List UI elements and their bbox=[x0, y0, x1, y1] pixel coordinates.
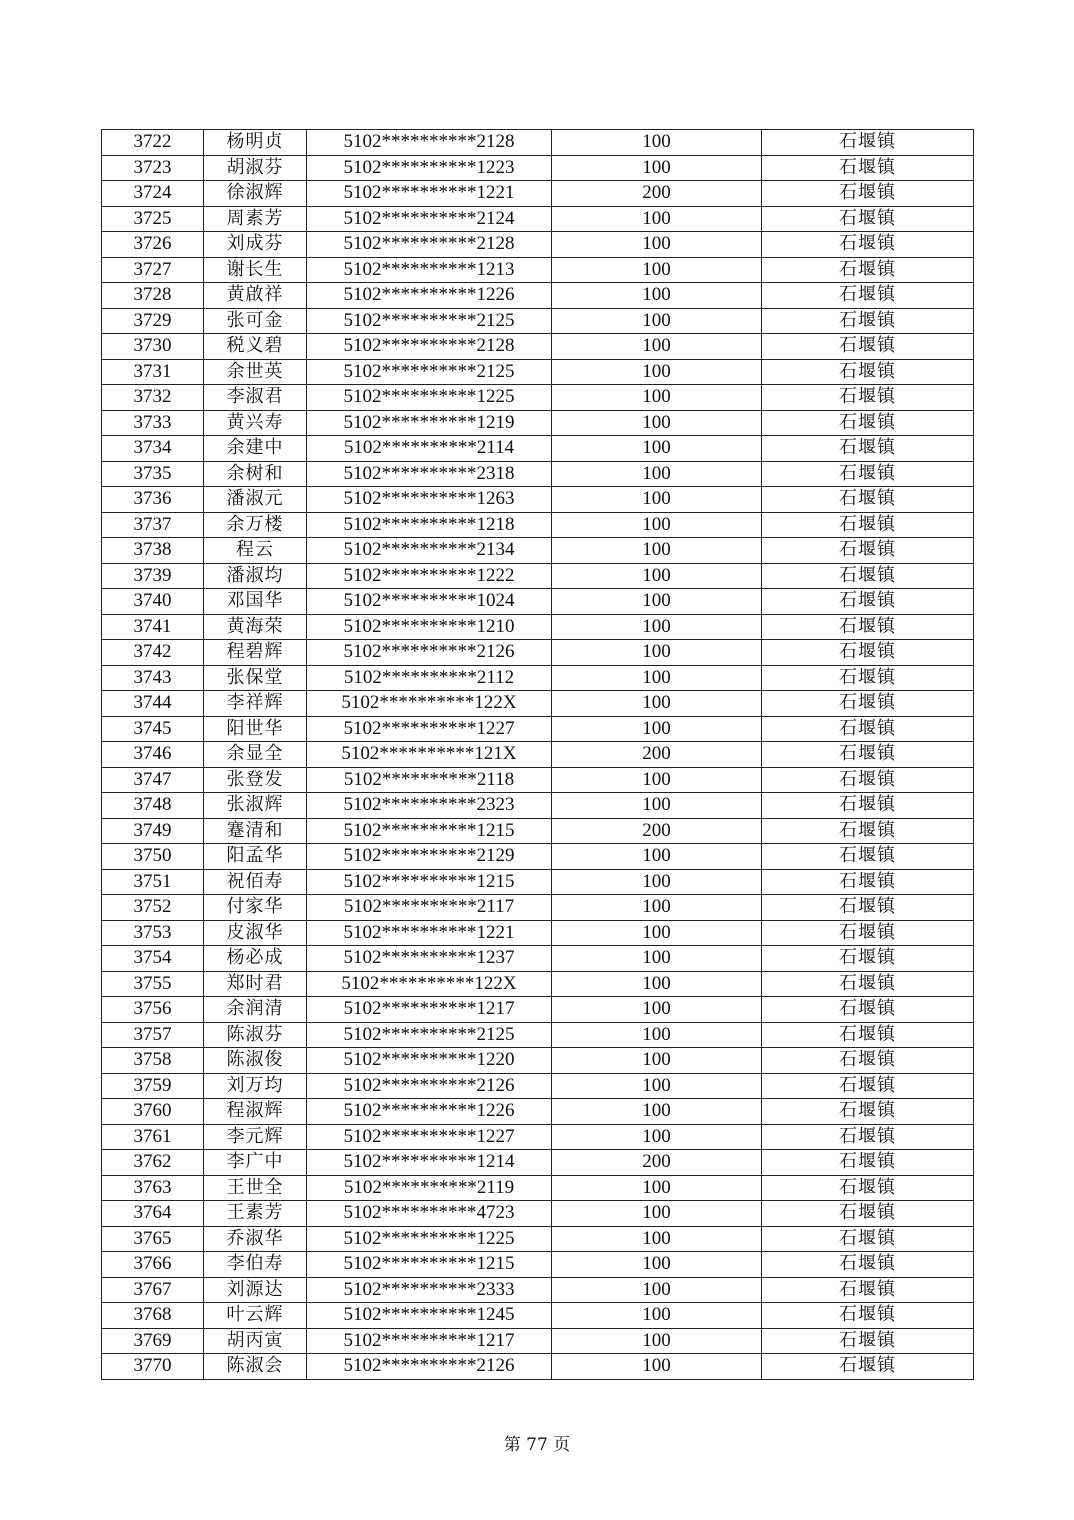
serial-number-cell: 3766 bbox=[102, 1252, 204, 1278]
table-row bbox=[102, 308, 974, 334]
table-row bbox=[102, 436, 974, 462]
table-row bbox=[102, 1277, 974, 1303]
id-number-cell: 5102**********1024 bbox=[307, 589, 552, 615]
name-cell: 郑时君 bbox=[204, 971, 307, 997]
name-cell: 余树和 bbox=[204, 461, 307, 487]
id-number-cell: 5102**********2323 bbox=[307, 793, 552, 819]
table-row bbox=[102, 155, 974, 181]
town-cell: 石堰镇 bbox=[762, 1303, 974, 1329]
amount-cell: 100 bbox=[552, 716, 762, 742]
town-cell: 石堰镇 bbox=[762, 1354, 974, 1380]
town-cell: 石堰镇 bbox=[762, 1252, 974, 1278]
amount-cell: 100 bbox=[552, 640, 762, 666]
name-cell: 潘淑元 bbox=[204, 487, 307, 513]
town-cell: 石堰镇 bbox=[762, 410, 974, 436]
serial-number-cell: 3757 bbox=[102, 1022, 204, 1048]
name-cell: 陈淑会 bbox=[204, 1354, 307, 1380]
id-number-cell: 5102**********1215 bbox=[307, 1252, 552, 1278]
town-cell: 石堰镇 bbox=[762, 1201, 974, 1227]
table-row bbox=[102, 1022, 974, 1048]
amount-cell: 200 bbox=[552, 818, 762, 844]
town-cell: 石堰镇 bbox=[762, 1150, 974, 1176]
table-row bbox=[102, 844, 974, 870]
name-cell: 祝佰寿 bbox=[204, 869, 307, 895]
name-cell: 李祥辉 bbox=[204, 691, 307, 717]
name-cell: 杨必成 bbox=[204, 946, 307, 972]
id-number-cell: 5102**********2333 bbox=[307, 1277, 552, 1303]
amount-cell: 100 bbox=[552, 206, 762, 232]
id-number-cell: 5102**********1218 bbox=[307, 512, 552, 538]
table-row bbox=[102, 665, 974, 691]
town-cell: 石堰镇 bbox=[762, 359, 974, 385]
town-cell: 石堰镇 bbox=[762, 665, 974, 691]
table-row bbox=[102, 1328, 974, 1354]
serial-number-cell: 3734 bbox=[102, 436, 204, 462]
table-row bbox=[102, 1048, 974, 1074]
id-number-cell: 5102**********1214 bbox=[307, 1150, 552, 1176]
name-cell: 周素芳 bbox=[204, 206, 307, 232]
serial-number-cell: 3763 bbox=[102, 1175, 204, 1201]
table-row bbox=[102, 538, 974, 564]
amount-cell: 100 bbox=[552, 1252, 762, 1278]
serial-number-cell: 3753 bbox=[102, 920, 204, 946]
table-row bbox=[102, 614, 974, 640]
name-cell: 李淑君 bbox=[204, 385, 307, 411]
name-cell: 黄兴寿 bbox=[204, 410, 307, 436]
amount-cell: 100 bbox=[552, 232, 762, 258]
id-number-cell: 5102**********2128 bbox=[307, 130, 552, 156]
table-row bbox=[102, 946, 974, 972]
town-cell: 石堰镇 bbox=[762, 436, 974, 462]
id-number-cell: 5102**********1215 bbox=[307, 818, 552, 844]
serial-number-cell: 3759 bbox=[102, 1073, 204, 1099]
table-row bbox=[102, 1124, 974, 1150]
town-cell: 石堰镇 bbox=[762, 1277, 974, 1303]
serial-number-cell: 3739 bbox=[102, 563, 204, 589]
serial-number-cell: 3754 bbox=[102, 946, 204, 972]
name-cell: 胡丙寅 bbox=[204, 1328, 307, 1354]
id-number-cell: 5102**********2125 bbox=[307, 308, 552, 334]
amount-cell: 100 bbox=[552, 1022, 762, 1048]
name-cell: 黄啟祥 bbox=[204, 283, 307, 309]
amount-cell: 100 bbox=[552, 691, 762, 717]
table-row bbox=[102, 1252, 974, 1278]
town-cell: 石堰镇 bbox=[762, 793, 974, 819]
amount-cell: 100 bbox=[552, 920, 762, 946]
town-cell: 石堰镇 bbox=[762, 283, 974, 309]
amount-cell: 100 bbox=[552, 1048, 762, 1074]
amount-cell: 100 bbox=[552, 1354, 762, 1380]
serial-number-cell: 3746 bbox=[102, 742, 204, 768]
amount-cell: 100 bbox=[552, 385, 762, 411]
table-row bbox=[102, 895, 974, 921]
serial-number-cell: 3767 bbox=[102, 1277, 204, 1303]
serial-number-cell: 3770 bbox=[102, 1354, 204, 1380]
town-cell: 石堰镇 bbox=[762, 742, 974, 768]
town-cell: 石堰镇 bbox=[762, 997, 974, 1023]
name-cell: 张可金 bbox=[204, 308, 307, 334]
table-row bbox=[102, 971, 974, 997]
amount-cell: 100 bbox=[552, 1277, 762, 1303]
name-cell: 余建中 bbox=[204, 436, 307, 462]
amount-cell: 200 bbox=[552, 742, 762, 768]
amount-cell: 100 bbox=[552, 308, 762, 334]
serial-number-cell: 3761 bbox=[102, 1124, 204, 1150]
table-row bbox=[102, 691, 974, 717]
town-cell: 石堰镇 bbox=[762, 1073, 974, 1099]
id-number-cell: 5102**********2126 bbox=[307, 1073, 552, 1099]
name-cell: 胡淑芬 bbox=[204, 155, 307, 181]
serial-number-cell: 3735 bbox=[102, 461, 204, 487]
name-cell: 余世英 bbox=[204, 359, 307, 385]
town-cell: 石堰镇 bbox=[762, 563, 974, 589]
amount-cell: 100 bbox=[552, 1226, 762, 1252]
serial-number-cell: 3725 bbox=[102, 206, 204, 232]
amount-cell: 100 bbox=[552, 512, 762, 538]
town-cell: 石堰镇 bbox=[762, 716, 974, 742]
town-cell: 石堰镇 bbox=[762, 895, 974, 921]
id-number-cell: 5102**********1227 bbox=[307, 1124, 552, 1150]
town-cell: 石堰镇 bbox=[762, 946, 974, 972]
amount-cell: 100 bbox=[552, 767, 762, 793]
serial-number-cell: 3729 bbox=[102, 308, 204, 334]
name-cell: 陈淑俊 bbox=[204, 1048, 307, 1074]
id-number-cell: 5102**********2128 bbox=[307, 334, 552, 360]
table-row bbox=[102, 206, 974, 232]
id-number-cell: 5102**********1225 bbox=[307, 1226, 552, 1252]
table-row bbox=[102, 589, 974, 615]
name-cell: 余润清 bbox=[204, 997, 307, 1023]
town-cell: 石堰镇 bbox=[762, 614, 974, 640]
name-cell: 阳孟华 bbox=[204, 844, 307, 870]
table-row bbox=[102, 359, 974, 385]
town-cell: 石堰镇 bbox=[762, 1226, 974, 1252]
id-number-cell: 5102**********1222 bbox=[307, 563, 552, 589]
id-number-cell: 5102**********1263 bbox=[307, 487, 552, 513]
amount-cell: 100 bbox=[552, 283, 762, 309]
town-cell: 石堰镇 bbox=[762, 181, 974, 207]
id-number-cell: 5102**********1237 bbox=[307, 946, 552, 972]
town-cell: 石堰镇 bbox=[762, 818, 974, 844]
name-cell: 余万楼 bbox=[204, 512, 307, 538]
name-cell: 付家华 bbox=[204, 895, 307, 921]
id-number-cell: 5102**********2124 bbox=[307, 206, 552, 232]
id-number-cell: 5102**********1245 bbox=[307, 1303, 552, 1329]
amount-cell: 100 bbox=[552, 895, 762, 921]
amount-cell: 100 bbox=[552, 410, 762, 436]
serial-number-cell: 3730 bbox=[102, 334, 204, 360]
id-number-cell: 5102**********1226 bbox=[307, 1099, 552, 1125]
table-row bbox=[102, 257, 974, 283]
amount-cell: 100 bbox=[552, 1175, 762, 1201]
serial-number-cell: 3756 bbox=[102, 997, 204, 1023]
name-cell: 陈淑芬 bbox=[204, 1022, 307, 1048]
serial-number-cell: 3755 bbox=[102, 971, 204, 997]
name-cell: 李伯寿 bbox=[204, 1252, 307, 1278]
name-cell: 谢长生 bbox=[204, 257, 307, 283]
id-number-cell: 5102**********2125 bbox=[307, 1022, 552, 1048]
town-cell: 石堰镇 bbox=[762, 257, 974, 283]
id-number-cell: 5102**********2117 bbox=[307, 895, 552, 921]
id-number-cell: 5102**********2318 bbox=[307, 461, 552, 487]
amount-cell: 100 bbox=[552, 538, 762, 564]
table-row bbox=[102, 767, 974, 793]
amount-cell: 100 bbox=[552, 869, 762, 895]
town-cell: 石堰镇 bbox=[762, 487, 974, 513]
name-cell: 杨明贞 bbox=[204, 130, 307, 156]
serial-number-cell: 3749 bbox=[102, 818, 204, 844]
id-number-cell: 5102**********2129 bbox=[307, 844, 552, 870]
id-number-cell: 5102**********2125 bbox=[307, 359, 552, 385]
amount-cell: 100 bbox=[552, 665, 762, 691]
table-row bbox=[102, 283, 974, 309]
table-row bbox=[102, 512, 974, 538]
town-cell: 石堰镇 bbox=[762, 1124, 974, 1150]
serial-number-cell: 3732 bbox=[102, 385, 204, 411]
town-cell: 石堰镇 bbox=[762, 844, 974, 870]
name-cell: 皮淑华 bbox=[204, 920, 307, 946]
name-cell: 刘万均 bbox=[204, 1073, 307, 1099]
town-cell: 石堰镇 bbox=[762, 1022, 974, 1048]
serial-number-cell: 3731 bbox=[102, 359, 204, 385]
id-number-cell: 5102**********2126 bbox=[307, 640, 552, 666]
serial-number-cell: 3736 bbox=[102, 487, 204, 513]
id-number-cell: 5102**********1219 bbox=[307, 410, 552, 436]
amount-cell: 100 bbox=[552, 130, 762, 156]
table-row bbox=[102, 1201, 974, 1227]
serial-number-cell: 3724 bbox=[102, 181, 204, 207]
id-number-cell: 5102**********2134 bbox=[307, 538, 552, 564]
town-cell: 石堰镇 bbox=[762, 538, 974, 564]
town-cell: 石堰镇 bbox=[762, 767, 974, 793]
table-row bbox=[102, 461, 974, 487]
serial-number-cell: 3744 bbox=[102, 691, 204, 717]
amount-cell: 100 bbox=[552, 1328, 762, 1354]
serial-number-cell: 3740 bbox=[102, 589, 204, 615]
serial-number-cell: 3742 bbox=[102, 640, 204, 666]
serial-number-cell: 3722 bbox=[102, 130, 204, 156]
table-row bbox=[102, 130, 974, 156]
amount-cell: 100 bbox=[552, 487, 762, 513]
table-row bbox=[102, 742, 974, 768]
table-row bbox=[102, 410, 974, 436]
serial-number-cell: 3723 bbox=[102, 155, 204, 181]
id-number-cell: 5102**********122X bbox=[307, 971, 552, 997]
serial-number-cell: 3741 bbox=[102, 614, 204, 640]
id-number-cell: 5102**********4723 bbox=[307, 1201, 552, 1227]
amount-cell: 100 bbox=[552, 257, 762, 283]
table-row bbox=[102, 1226, 974, 1252]
town-cell: 石堰镇 bbox=[762, 232, 974, 258]
table-row bbox=[102, 818, 974, 844]
amount-cell: 100 bbox=[552, 589, 762, 615]
town-cell: 石堰镇 bbox=[762, 971, 974, 997]
id-number-cell: 5102**********1210 bbox=[307, 614, 552, 640]
table-row bbox=[102, 1099, 974, 1125]
amount-cell: 100 bbox=[552, 844, 762, 870]
serial-number-cell: 3747 bbox=[102, 767, 204, 793]
name-cell: 刘成芬 bbox=[204, 232, 307, 258]
name-cell: 张登发 bbox=[204, 767, 307, 793]
name-cell: 张淑辉 bbox=[204, 793, 307, 819]
serial-number-cell: 3765 bbox=[102, 1226, 204, 1252]
name-cell: 余显全 bbox=[204, 742, 307, 768]
amount-cell: 200 bbox=[552, 181, 762, 207]
table-row bbox=[102, 793, 974, 819]
id-number-cell: 5102**********2119 bbox=[307, 1175, 552, 1201]
name-cell: 王素芳 bbox=[204, 1201, 307, 1227]
serial-number-cell: 3733 bbox=[102, 410, 204, 436]
serial-number-cell: 3745 bbox=[102, 716, 204, 742]
table-row bbox=[102, 869, 974, 895]
name-cell: 刘源达 bbox=[204, 1277, 307, 1303]
id-number-cell: 5102**********1221 bbox=[307, 181, 552, 207]
table-row bbox=[102, 563, 974, 589]
serial-number-cell: 3769 bbox=[102, 1328, 204, 1354]
name-cell: 蹇清和 bbox=[204, 818, 307, 844]
town-cell: 石堰镇 bbox=[762, 640, 974, 666]
id-number-cell: 5102**********2112 bbox=[307, 665, 552, 691]
table-row bbox=[102, 232, 974, 258]
name-cell: 税义碧 bbox=[204, 334, 307, 360]
name-cell: 王世全 bbox=[204, 1175, 307, 1201]
id-number-cell: 5102**********2128 bbox=[307, 232, 552, 258]
name-cell: 张保堂 bbox=[204, 665, 307, 691]
town-cell: 石堰镇 bbox=[762, 1099, 974, 1125]
serial-number-cell: 3726 bbox=[102, 232, 204, 258]
id-number-cell: 5102**********1226 bbox=[307, 283, 552, 309]
town-cell: 石堰镇 bbox=[762, 869, 974, 895]
amount-cell: 100 bbox=[552, 1099, 762, 1125]
id-number-cell: 5102**********1215 bbox=[307, 869, 552, 895]
amount-cell: 100 bbox=[552, 461, 762, 487]
town-cell: 石堰镇 bbox=[762, 1328, 974, 1354]
id-number-cell: 5102**********1225 bbox=[307, 385, 552, 411]
id-number-cell: 5102**********1227 bbox=[307, 716, 552, 742]
amount-cell: 100 bbox=[552, 614, 762, 640]
town-cell: 石堰镇 bbox=[762, 1048, 974, 1074]
amount-cell: 100 bbox=[552, 1303, 762, 1329]
name-cell: 叶云辉 bbox=[204, 1303, 307, 1329]
id-number-cell: 5102**********121X bbox=[307, 742, 552, 768]
town-cell: 石堰镇 bbox=[762, 691, 974, 717]
town-cell: 石堰镇 bbox=[762, 308, 974, 334]
name-cell: 黄海荣 bbox=[204, 614, 307, 640]
amount-cell: 200 bbox=[552, 1150, 762, 1176]
amount-cell: 100 bbox=[552, 563, 762, 589]
table-row bbox=[102, 487, 974, 513]
amount-cell: 100 bbox=[552, 334, 762, 360]
name-cell: 潘淑均 bbox=[204, 563, 307, 589]
id-number-cell: 5102**********1221 bbox=[307, 920, 552, 946]
serial-number-cell: 3728 bbox=[102, 283, 204, 309]
table-row bbox=[102, 1303, 974, 1329]
name-cell: 乔淑华 bbox=[204, 1226, 307, 1252]
table-row bbox=[102, 1150, 974, 1176]
town-cell: 石堰镇 bbox=[762, 920, 974, 946]
id-number-cell: 5102**********1220 bbox=[307, 1048, 552, 1074]
serial-number-cell: 3727 bbox=[102, 257, 204, 283]
roster-table bbox=[101, 129, 974, 1380]
town-cell: 石堰镇 bbox=[762, 589, 974, 615]
amount-cell: 100 bbox=[552, 1124, 762, 1150]
serial-number-cell: 3760 bbox=[102, 1099, 204, 1125]
town-cell: 石堰镇 bbox=[762, 206, 974, 232]
id-number-cell: 5102**********2126 bbox=[307, 1354, 552, 1380]
table-row bbox=[102, 640, 974, 666]
id-number-cell: 5102**********1217 bbox=[307, 1328, 552, 1354]
table-row bbox=[102, 385, 974, 411]
name-cell: 程云 bbox=[204, 538, 307, 564]
town-cell: 石堰镇 bbox=[762, 512, 974, 538]
town-cell: 石堰镇 bbox=[762, 155, 974, 181]
table-row bbox=[102, 1175, 974, 1201]
serial-number-cell: 3768 bbox=[102, 1303, 204, 1329]
table-row bbox=[102, 181, 974, 207]
table-row bbox=[102, 334, 974, 360]
serial-number-cell: 3750 bbox=[102, 844, 204, 870]
town-cell: 石堰镇 bbox=[762, 461, 974, 487]
serial-number-cell: 3737 bbox=[102, 512, 204, 538]
amount-cell: 100 bbox=[552, 1201, 762, 1227]
table-row bbox=[102, 1354, 974, 1380]
name-cell: 李广中 bbox=[204, 1150, 307, 1176]
name-cell: 程淑辉 bbox=[204, 1099, 307, 1125]
town-cell: 石堰镇 bbox=[762, 1175, 974, 1201]
id-number-cell: 5102**********1217 bbox=[307, 997, 552, 1023]
id-number-cell: 5102**********2118 bbox=[307, 767, 552, 793]
amount-cell: 100 bbox=[552, 359, 762, 385]
page-number: 第 77 页 bbox=[503, 1435, 571, 1455]
id-number-cell: 5102**********2114 bbox=[307, 436, 552, 462]
town-cell: 石堰镇 bbox=[762, 334, 974, 360]
amount-cell: 100 bbox=[552, 1073, 762, 1099]
serial-number-cell: 3758 bbox=[102, 1048, 204, 1074]
name-cell: 徐淑辉 bbox=[204, 181, 307, 207]
name-cell: 邓国华 bbox=[204, 589, 307, 615]
roster-table-body bbox=[102, 130, 974, 1380]
name-cell: 程碧辉 bbox=[204, 640, 307, 666]
id-number-cell: 5102**********122X bbox=[307, 691, 552, 717]
table-row bbox=[102, 920, 974, 946]
name-cell: 李元辉 bbox=[204, 1124, 307, 1150]
name-cell: 阳世华 bbox=[204, 716, 307, 742]
table-row bbox=[102, 1073, 974, 1099]
id-number-cell: 5102**********1223 bbox=[307, 155, 552, 181]
serial-number-cell: 3738 bbox=[102, 538, 204, 564]
serial-number-cell: 3762 bbox=[102, 1150, 204, 1176]
amount-cell: 100 bbox=[552, 155, 762, 181]
serial-number-cell: 3751 bbox=[102, 869, 204, 895]
town-cell: 石堰镇 bbox=[762, 385, 974, 411]
amount-cell: 100 bbox=[552, 436, 762, 462]
serial-number-cell: 3752 bbox=[102, 895, 204, 921]
table-row bbox=[102, 997, 974, 1023]
serial-number-cell: 3743 bbox=[102, 665, 204, 691]
id-number-cell: 5102**********1213 bbox=[307, 257, 552, 283]
amount-cell: 100 bbox=[552, 997, 762, 1023]
amount-cell: 100 bbox=[552, 793, 762, 819]
table-row bbox=[102, 716, 974, 742]
town-cell: 石堰镇 bbox=[762, 130, 974, 156]
amount-cell: 100 bbox=[552, 971, 762, 997]
serial-number-cell: 3748 bbox=[102, 793, 204, 819]
amount-cell: 100 bbox=[552, 946, 762, 972]
serial-number-cell: 3764 bbox=[102, 1201, 204, 1227]
